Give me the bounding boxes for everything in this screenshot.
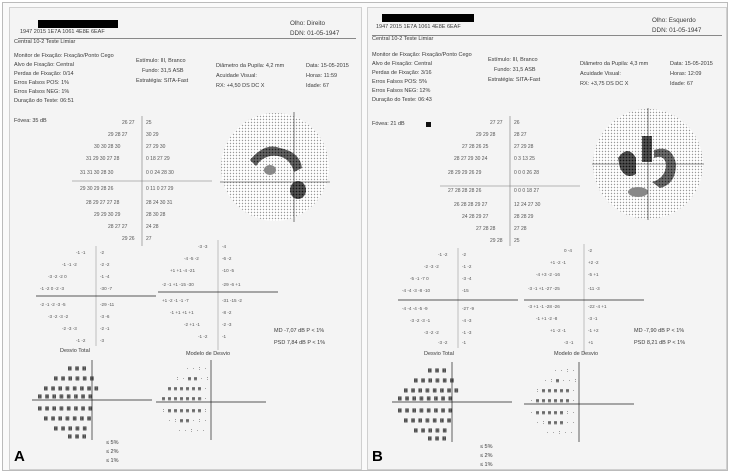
svg-text:29 30 29 28 26: 29 30 29 28 26 <box>80 186 114 192</box>
param-duration: Duração do Teste: 06:51 <box>14 98 74 104</box>
svg-text:-2 -1 -2 -3 -5: -2 -1 -2 -3 -5 <box>40 302 66 307</box>
figure-frame <box>2 2 728 471</box>
svg-text:0 0 24 28 30: 0 0 24 28 30 <box>146 170 174 176</box>
svg-text:-3 -3: -3 -3 <box>198 244 208 249</box>
svg-text:+1: +1 <box>588 340 594 345</box>
svg-text:-1 -2: -1 -2 <box>198 334 208 339</box>
param-false-pos: Erros Falsos POS: 5% <box>372 79 428 85</box>
svg-text:31 29 30 27 28: 31 29 30 27 28 <box>86 156 120 162</box>
svg-text:-10 -5: -10 -5 <box>222 268 235 273</box>
panel-letter-a: A <box>14 448 25 465</box>
dob-label: DDN: 01-05-1947 <box>290 30 340 37</box>
param-rx: RX: +3,75 DS DC X <box>580 81 629 87</box>
svg-text:-2 -3 -2: -2 -3 -2 <box>424 264 439 269</box>
md-value: MD -7,07 dB P < 1% <box>274 328 325 334</box>
svg-text:-1 -2: -1 -2 <box>462 264 472 269</box>
svg-text:-8 -2: -8 -2 <box>222 310 232 315</box>
svg-text:▦ ▦ ▦ ▦ ▦ ▦ ▦: ▦ ▦ ▦ ▦ ▦ ▦ ▦ <box>404 417 451 424</box>
eye-label: Olho: Direito <box>290 20 325 27</box>
svg-text:▦ ▦ ▦ ▦ ▦: ▦ ▦ ▦ ▦ ▦ <box>414 427 447 434</box>
param-background: Fundo: 31,5 ASB <box>142 68 184 74</box>
svg-text:-1 -3: -1 -3 <box>462 330 472 335</box>
svg-text:0 11 0 27 29: 0 11 0 27 29 <box>146 186 174 192</box>
svg-text:-2 -1 +1 -15 -30: -2 -1 +1 -15 -30 <box>162 282 194 287</box>
param-stimulus: Estímulo: III, Branco <box>136 58 186 64</box>
svg-text:-3 -1: -3 -1 <box>564 340 574 345</box>
svg-text:29 28: 29 28 <box>490 238 503 244</box>
svg-text:▦ ▦ ▦ ▦ ▦ ▦ ▦ ▦: ▦ ▦ ▦ ▦ ▦ ▦ ▦ ▦ <box>398 395 453 402</box>
svg-text:26 28 28 29 27: 26 28 28 29 27 <box>454 202 488 208</box>
svg-text:· ▦ ▦ ▦ ▦ ▦ : ·: · ▦ ▦ ▦ ▦ ▦ : · <box>530 410 576 416</box>
svg-text:28 27 29 30 24: 28 27 29 30 24 <box>454 156 488 162</box>
svg-text:12 24 27 30: 12 24 27 30 <box>514 202 541 208</box>
svg-text:: · ▦ ▦ · :: : · ▦ ▦ · : <box>176 376 210 382</box>
eye-label: Olho: Esquerdo <box>652 17 696 24</box>
svg-text:-15: -15 <box>462 288 469 293</box>
svg-text:▦ ▦ ▦: ▦ ▦ ▦ <box>68 365 87 372</box>
svg-text:· · : · ·: · · : · · <box>178 428 206 434</box>
legend-5pct: ≤ 5% <box>106 440 119 446</box>
svg-text:-1 +1 +1 +1: -1 +1 +1 +1 <box>170 310 194 315</box>
param-fixation-losses: Perdas de Fixação: 3/16 <box>372 70 432 76</box>
svg-text:28 29 29 26 29: 28 29 29 26 29 <box>448 170 482 176</box>
svg-text:-29 -6 +1: -29 -6 +1 <box>222 282 241 287</box>
legend-2pct: ≤ 2% <box>480 453 493 459</box>
param-age: Idade: 67 <box>306 83 329 89</box>
svg-text:· · : ·: · · : · <box>186 366 208 372</box>
svg-text:-1 -1 -2: -1 -1 -2 <box>62 262 77 267</box>
param-strategy: Estratégia: SITA-Fast <box>488 77 541 83</box>
svg-text:· · : ·: · · : · <box>554 368 576 374</box>
param-age: Idade: 67 <box>670 81 693 87</box>
svg-text:+1 -2 -1: +1 -2 -1 <box>550 260 566 265</box>
svg-text:-3 -4: -3 -4 <box>462 276 472 281</box>
param-false-neg: Erros Falsos NEG: 1% <box>14 89 70 95</box>
svg-text:+2 -2: +2 -2 <box>588 260 599 265</box>
svg-text:28 27: 28 27 <box>514 132 527 138</box>
svg-text:▦ ▦ ▦ ▦ ▦: ▦ ▦ ▦ ▦ ▦ <box>54 425 87 432</box>
svg-text:28 27 27: 28 27 27 <box>108 224 128 230</box>
svg-text:▦ ▦ ▦ ▦ ▦ ▦ ·: ▦ ▦ ▦ ▦ ▦ ▦ · <box>168 386 208 392</box>
svg-text:-3 -2 -3 -1: -3 -2 -3 -1 <box>410 318 431 323</box>
svg-text:28 28 29: 28 28 29 <box>514 214 534 220</box>
svg-text:29 29 30 29: 29 29 30 29 <box>94 212 121 218</box>
param-acuity: Acuidade Visual: <box>216 73 257 79</box>
param-date: Data: 15-05-2015 <box>670 61 713 67</box>
printout-a <box>9 7 362 470</box>
grayscale-map <box>592 108 704 220</box>
redaction-bar <box>382 14 474 22</box>
svg-text:· : ▦ ▦ ▦ · ·: · : ▦ ▦ ▦ · · <box>536 420 576 426</box>
fovea-value: Fóvea: 21 dB <box>372 121 405 127</box>
svg-text:25: 25 <box>146 120 152 126</box>
svg-text:▦ ▦ ▦ ▦ ▦ ▦: ▦ ▦ ▦ ▦ ▦ ▦ <box>54 375 94 382</box>
svg-text:-1 +2: -1 +2 <box>588 328 599 333</box>
svg-text:-4 -4 -3 -8 -10: -4 -4 -3 -8 -10 <box>402 288 431 293</box>
svg-text:-6 -2: -6 -2 <box>222 256 232 261</box>
param-fixation-target: Alvo de Fixação: Central <box>14 62 74 68</box>
svg-text:-3 -1 +1 -27 -25: -3 -1 +1 -27 -25 <box>528 286 560 291</box>
svg-text:-1 +1 -2 -8: -1 +1 -2 -8 <box>536 316 558 321</box>
total-deviation-grid <box>398 248 518 348</box>
redaction-bar <box>38 20 118 28</box>
svg-text:-5 -1 -7 0: -5 -1 -7 0 <box>410 276 429 281</box>
svg-text:· · : · ·: · · : · · <box>546 430 574 436</box>
legend-2pct: ≤ 2% <box>106 449 119 455</box>
svg-text:▦ ▦ ▦ ▦ ▦ ▦ ▦ ·: ▦ ▦ ▦ ▦ ▦ ▦ ▦ · <box>162 396 208 402</box>
svg-text:29 29 28: 29 29 28 <box>476 132 496 138</box>
svg-text:-2: -2 <box>462 252 467 257</box>
svg-text:-3 -6: -3 -6 <box>100 314 110 319</box>
svg-text:-1 -2: -1 -2 <box>76 338 86 343</box>
svg-text:-3 -2: -3 -2 <box>438 340 448 345</box>
param-pupil: Diâmetro da Pupila: 4,2 mm <box>216 63 285 69</box>
legend-1pct: ≤ 1% <box>106 458 119 464</box>
svg-text:-1 -2: -1 -2 <box>438 252 448 257</box>
svg-text:▦ ▦ ▦ ▦ ▦ ▦ ▦ ▦: ▦ ▦ ▦ ▦ ▦ ▦ ▦ ▦ <box>44 385 99 392</box>
svg-text:-29 -11: -29 -11 <box>100 302 115 307</box>
svg-text:0 -4: 0 -4 <box>564 248 572 253</box>
pattern-deviation-grid <box>158 240 278 350</box>
svg-text:-27 -9: -27 -9 <box>462 306 475 311</box>
svg-text:27 28 28: 27 28 28 <box>476 226 496 232</box>
total-deviation-title: Desvio Total <box>60 348 90 354</box>
psd-value: PSD 8,21 dB P < 1% <box>634 340 686 346</box>
svg-text:0 0 0 18 27: 0 0 0 18 27 <box>514 188 540 194</box>
svg-text:+1 -2 -1 -1 -7: +1 -2 -1 -1 -7 <box>162 298 189 303</box>
svg-text:28 30 28: 28 30 28 <box>146 212 166 218</box>
svg-text:-3 +1 -1 -28 -26: -3 +1 -1 -28 -26 <box>528 304 560 309</box>
svg-text:▦ ▦ ▦ ▦ ▦ ▦: ▦ ▦ ▦ ▦ ▦ ▦ <box>414 377 454 384</box>
svg-text:-1 -4: -1 -4 <box>100 274 110 279</box>
param-acuity: Acuidade Visual: <box>580 71 621 77</box>
dob-label: DDN: 01-05-1947 <box>652 27 702 34</box>
svg-text:-3 -2 -2 0: -3 -2 -2 0 <box>48 274 67 279</box>
id-line: 1947 2015 1E7A 1061 4E8E 6EAF <box>20 29 105 35</box>
threshold-value-grid <box>440 116 580 246</box>
svg-text:30 29: 30 29 <box>146 132 159 138</box>
svg-text:27 27: 27 27 <box>490 120 503 126</box>
svg-text:-22 -4 +1: -22 -4 +1 <box>588 304 607 309</box>
pattern-deviation-symbols <box>524 362 634 442</box>
svg-text:0 0 0 26 28: 0 0 0 26 28 <box>514 170 540 176</box>
svg-text:▦ ▦ ▦: ▦ ▦ ▦ <box>68 433 87 440</box>
svg-text:-4 -3: -4 -3 <box>462 318 472 323</box>
svg-text:-4 +3 -2 -16: -4 +3 -2 -16 <box>536 272 560 277</box>
legend-5pct: ≤ 5% <box>480 444 493 450</box>
param-false-pos: Erros Falsos POS: 1% <box>14 80 70 86</box>
svg-text:28 24 30 31: 28 24 30 31 <box>146 200 173 206</box>
md-value: MD -7,90 dB P < 1% <box>634 328 685 334</box>
svg-text:▦ ▦ ▦: ▦ ▦ ▦ <box>428 367 447 374</box>
panel-letter-b: B <box>372 448 383 465</box>
param-pupil: Diâmetro da Pupila: 4,3 mm <box>580 61 649 67</box>
svg-text:▦ ▦ ▦: ▦ ▦ ▦ <box>428 435 447 442</box>
pattern-deviation-title: Modelo de Desvio <box>554 351 599 357</box>
svg-text:-2 +1 -1: -2 +1 -1 <box>184 322 200 327</box>
svg-text:-2 -3 -3: -2 -3 -3 <box>62 326 77 331</box>
svg-text:-4: -4 <box>222 244 227 249</box>
svg-text:: ▦ ▦ ▦ ▦ ▦ ▦ :: : ▦ ▦ ▦ ▦ ▦ ▦ : <box>162 408 208 414</box>
svg-text:-4 -4 -4 -5 -9: -4 -4 -4 -5 -9 <box>402 306 428 311</box>
svg-text:▦ ▦ ▦ ▦ ▦ ▦ ▦: ▦ ▦ ▦ ▦ ▦ ▦ ▦ <box>44 415 91 422</box>
pattern-deviation-title: Modelo de Desvio <box>186 351 231 357</box>
svg-text:: ▦ ▦ ▦ ▦ ▦ ·: : ▦ ▦ ▦ ▦ ▦ · <box>536 388 576 394</box>
pattern-deviation-symbols <box>156 360 266 440</box>
svg-text:31 31 30 28 30: 31 31 30 28 30 <box>80 170 114 176</box>
id-line: 1947 2015 1E7A 1061 4E8E 6EAF <box>376 24 461 30</box>
svg-text:-2: -2 <box>100 250 105 255</box>
total-deviation-symbols <box>32 360 152 440</box>
psd-value: PSD 7,84 dB P < 1% <box>274 340 326 346</box>
svg-text:· : ▦ ▦ · : ·: · : ▦ ▦ · : · <box>168 418 208 424</box>
param-false-neg: Erros Falsos NEG: 12% <box>372 88 431 94</box>
svg-text:-3: -3 <box>100 338 105 343</box>
svg-text:-5 +1: -5 +1 <box>588 272 599 277</box>
param-background: Fundo: 31,5 ASB <box>494 67 536 73</box>
svg-text:27: 27 <box>146 236 152 242</box>
svg-text:-1 -1: -1 -1 <box>76 250 86 255</box>
param-time: Horas: 12:09 <box>670 71 702 77</box>
svg-text:+1 -2 -1: +1 -2 -1 <box>550 328 566 333</box>
svg-text:▦ ▦ ▦ ▦ ▦ ▦ ▦ ▦: ▦ ▦ ▦ ▦ ▦ ▦ ▦ ▦ <box>38 405 93 412</box>
param-fixation-target: Alvo de Fixação: Central <box>372 61 432 67</box>
param-fixation-losses: Perdas de Fixação: 0/14 <box>14 71 74 77</box>
svg-text:-1: -1 <box>462 340 467 345</box>
param-fixation-monitor: Monitor de Fixação: Fixação/Ponto Cego <box>372 52 472 58</box>
svg-text:-3 -2 -2: -3 -2 -2 <box>424 330 439 335</box>
grayscale-map <box>220 112 330 222</box>
svg-text:27 29 30: 27 29 30 <box>146 144 166 150</box>
svg-text:0 18 27 29: 0 18 27 29 <box>146 156 170 162</box>
svg-text:25: 25 <box>514 238 520 244</box>
param-time: Horas: 11:59 <box>306 73 338 79</box>
svg-text:-2 -2: -2 -2 <box>100 262 110 267</box>
svg-text:24 28: 24 28 <box>146 224 159 230</box>
svg-text:-31 -15 -2: -31 -15 -2 <box>222 298 242 303</box>
pattern-deviation-grid <box>524 244 644 354</box>
legend-1pct: ≤ 1% <box>480 462 493 468</box>
svg-text:-11 -3: -11 -3 <box>588 286 600 291</box>
test-name: Central 10-2 Teste Limiar <box>14 39 76 45</box>
total-deviation-title: Desvio Total <box>424 351 454 357</box>
svg-text:29 26: 29 26 <box>122 236 135 242</box>
svg-text:27 28: 27 28 <box>514 226 527 232</box>
svg-text:▦ ▦ ▦ ▦ ▦ ▦ ▦ ▦: ▦ ▦ ▦ ▦ ▦ ▦ ▦ ▦ <box>398 407 453 414</box>
total-deviation-symbols <box>392 362 512 442</box>
param-fixation-monitor: Monitor de Fixação: Fixação/Ponto Cego <box>14 53 114 59</box>
svg-text:-1 -2 0 -2 -3: -1 -2 0 -2 -3 <box>40 286 64 291</box>
threshold-value-grid <box>72 116 212 246</box>
total-deviation-grid <box>36 246 156 346</box>
fovea-value: Fóvea: 35 dB <box>14 118 47 124</box>
svg-text:27 28 26 25: 27 28 26 25 <box>462 144 489 150</box>
param-date: Data: 15-05-2015 <box>306 63 349 69</box>
svg-text:· ▦ ▦ ▦ ▦ ▦ ▦ ·: · ▦ ▦ ▦ ▦ ▦ ▦ · <box>530 398 576 404</box>
svg-text:0 3 13 25: 0 3 13 25 <box>514 156 535 162</box>
svg-text:28 29 27 27 28: 28 29 27 27 28 <box>86 200 120 206</box>
svg-text:▦ ▦ ▦ ▦ ▦ ▦ ▦ ▦: ▦ ▦ ▦ ▦ ▦ ▦ ▦ ▦ <box>404 387 459 394</box>
svg-text:24 28 29 27: 24 28 29 27 <box>462 214 489 220</box>
svg-text:27 29 28: 27 29 28 <box>514 144 534 150</box>
svg-text:27 28 28 28 26: 27 28 28 28 26 <box>448 188 482 194</box>
svg-text:▦ ▦ ▦ ▦ ▦ ▦ ▦ ▦: ▦ ▦ ▦ ▦ ▦ ▦ ▦ ▦ <box>38 393 93 400</box>
svg-text:+1 +1 -4 -21: +1 +1 -4 -21 <box>170 268 196 273</box>
svg-text:26: 26 <box>514 120 520 126</box>
svg-text:-2 -3: -2 -3 <box>222 322 232 327</box>
svg-text:· : ▦ · · :: · : ▦ · · : <box>544 378 578 384</box>
svg-text:-1: -1 <box>222 334 227 339</box>
svg-text:-2 -1: -2 -1 <box>100 326 110 331</box>
test-name: Central 10-2 Teste Limiar <box>372 36 434 42</box>
svg-text:-3 -1: -3 -1 <box>588 316 598 321</box>
param-strategy: Estratégia: SITA-Fast <box>136 78 189 84</box>
svg-text:30 30 28 30: 30 30 28 30 <box>94 144 121 150</box>
svg-text:-2: -2 <box>588 248 593 253</box>
svg-text:29 28 27: 29 28 27 <box>108 132 128 138</box>
printout-b <box>367 7 727 470</box>
param-rx: RX: +4,50 DS DC X <box>216 83 265 89</box>
param-stimulus: Estímulo: III, Branco <box>488 57 538 63</box>
param-duration: Duração do Teste: 06:43 <box>372 97 432 103</box>
svg-text:26 27: 26 27 <box>122 120 135 126</box>
svg-text:-4 -5 -2: -4 -5 -2 <box>184 256 199 261</box>
svg-text:-3 -2 -3 -2: -3 -2 -3 -2 <box>48 314 69 319</box>
fovea-marker <box>426 122 431 127</box>
svg-text:-30 -7: -30 -7 <box>100 286 113 291</box>
